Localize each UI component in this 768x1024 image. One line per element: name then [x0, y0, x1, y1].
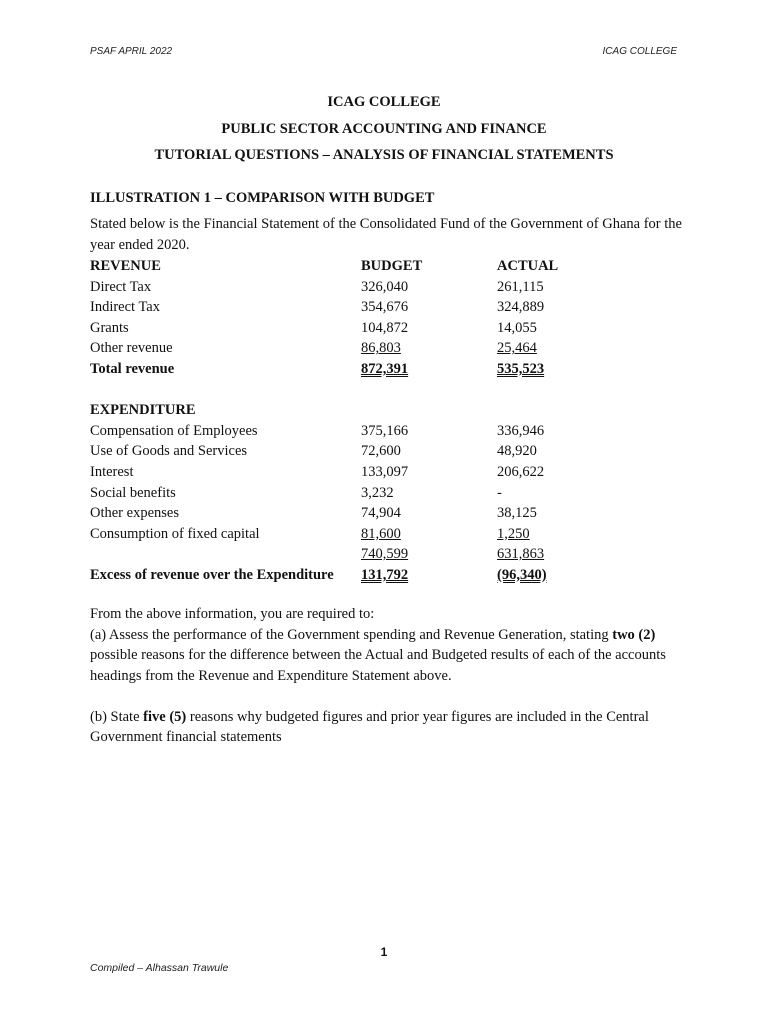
- row-actual: 324,889: [497, 299, 545, 316]
- revenue-header: REVENUE: [90, 258, 161, 274]
- intro-paragraph: Stated below is the Financial Statement of the Consolidated Fund of the Government of Ghana for the year ended 2020.: [90, 216, 682, 253]
- row-budget: 104,872: [361, 319, 409, 336]
- row-budget: 86,803: [361, 340, 401, 357]
- row-actual: 38,125: [497, 505, 537, 522]
- row-budget: 133,097: [361, 463, 409, 480]
- expenditure-header-row: [90, 400, 597, 421]
- row-label: Interest: [90, 463, 134, 480]
- table-header-row: [90, 256, 597, 277]
- questions-lead: From the above information, you are required to:: [90, 606, 375, 622]
- row-actual: -: [497, 484, 502, 501]
- row-actual: 14,055: [497, 319, 537, 336]
- excess-label: Excess of revenue over the Expenditure: [90, 566, 334, 583]
- title-college: ICAG COLLEGE: [327, 94, 441, 110]
- table-row: [90, 297, 597, 318]
- page-number: 1: [380, 945, 388, 959]
- illustration-title: ILLUSTRATION 1 – COMPARISON WITH BUDGET: [90, 190, 435, 206]
- total-expenditure-budget: 740,599: [361, 546, 409, 563]
- question-b-text-cont: reasons why budgeted figures and prior year figures are included in the Central Government financial statements: [90, 708, 649, 745]
- row-budget: 375,166: [361, 422, 409, 439]
- document-titles: [0, 92, 768, 172]
- footer-credit: Compiled – Alhassan Trawule: [90, 962, 229, 974]
- total-revenue-budget: 872,391: [361, 360, 409, 377]
- total-revenue-label: Total revenue: [90, 360, 175, 377]
- question-a: [90, 625, 685, 687]
- row-actual: 336,946: [497, 422, 545, 439]
- row-actual: 25,464: [497, 340, 537, 357]
- row-budget: 326,040: [361, 278, 409, 295]
- header-left: PSAF APRIL 2022: [90, 46, 173, 57]
- row-actual: 206,622: [497, 463, 545, 480]
- table-row: [90, 277, 597, 298]
- row-label: Use of Goods and Services: [90, 443, 248, 460]
- row-budget: 3,232: [361, 484, 394, 501]
- row-budget: 72,600: [361, 443, 401, 460]
- row-budget: 354,676: [361, 299, 409, 316]
- total-revenue-actual: 535,523: [497, 360, 545, 377]
- question-a-text: (a) Assess the performance of the Government spending and Revenue Generation, stating: [90, 626, 613, 643]
- total-revenue-row: [90, 359, 597, 380]
- financial-statement-table: [90, 256, 597, 586]
- question-b-emphasis: five (5): [143, 708, 187, 725]
- table-row: [90, 441, 597, 462]
- table-row: [90, 318, 597, 339]
- total-expenditure-row: [90, 544, 597, 565]
- header-right: ICAG COLLEGE: [602, 46, 677, 57]
- row-label: Other revenue: [90, 340, 173, 357]
- question-a-text-cont: possible reasons for the difference between the Actual and Budgeted results of each of the accounts headings from the Revenue and Expenditure Statement above.: [90, 647, 666, 684]
- row-label: Indirect Tax: [90, 299, 160, 316]
- spacer-row: [90, 380, 597, 401]
- row-budget: 81,600: [361, 525, 401, 542]
- question-b-text: (b) State: [90, 708, 144, 725]
- table-row: [90, 524, 597, 545]
- table-row: [90, 338, 597, 359]
- row-label: Grants: [90, 319, 129, 336]
- questions-block: [90, 604, 685, 748]
- title-course: PUBLIC SECTOR ACCOUNTING AND FINANCE: [221, 120, 547, 137]
- actual-header: ACTUAL: [497, 258, 559, 274]
- question-a-emphasis: two (2): [612, 626, 656, 643]
- excess-row: [90, 565, 597, 586]
- table-row: [90, 462, 597, 483]
- row-actual: 261,115: [497, 278, 544, 295]
- row-label: Social benefits: [90, 484, 176, 501]
- expenditure-header: EXPENDITURE: [90, 402, 196, 419]
- row-actual: 48,920: [497, 443, 537, 460]
- row-label: Consumption of fixed capital: [90, 525, 260, 542]
- table-row: [90, 503, 597, 524]
- table-row: [90, 421, 597, 442]
- row-label: Other expenses: [90, 505, 179, 522]
- excess-actual: (96,340): [497, 566, 547, 583]
- row-budget: 74,904: [361, 505, 401, 522]
- row-actual: 1,250: [497, 525, 530, 542]
- row-label: Compensation of Employees: [90, 422, 258, 439]
- total-expenditure-actual: 631,863: [497, 546, 545, 563]
- question-b: [90, 707, 685, 748]
- table-row: [90, 483, 597, 504]
- excess-budget: 131,792: [361, 566, 409, 583]
- budget-header: BUDGET: [361, 258, 423, 274]
- row-label: Direct Tax: [90, 278, 152, 295]
- title-tutorial: TUTORIAL QUESTIONS – ANALYSIS OF FINANCIAL STATEMENTS: [154, 147, 614, 163]
